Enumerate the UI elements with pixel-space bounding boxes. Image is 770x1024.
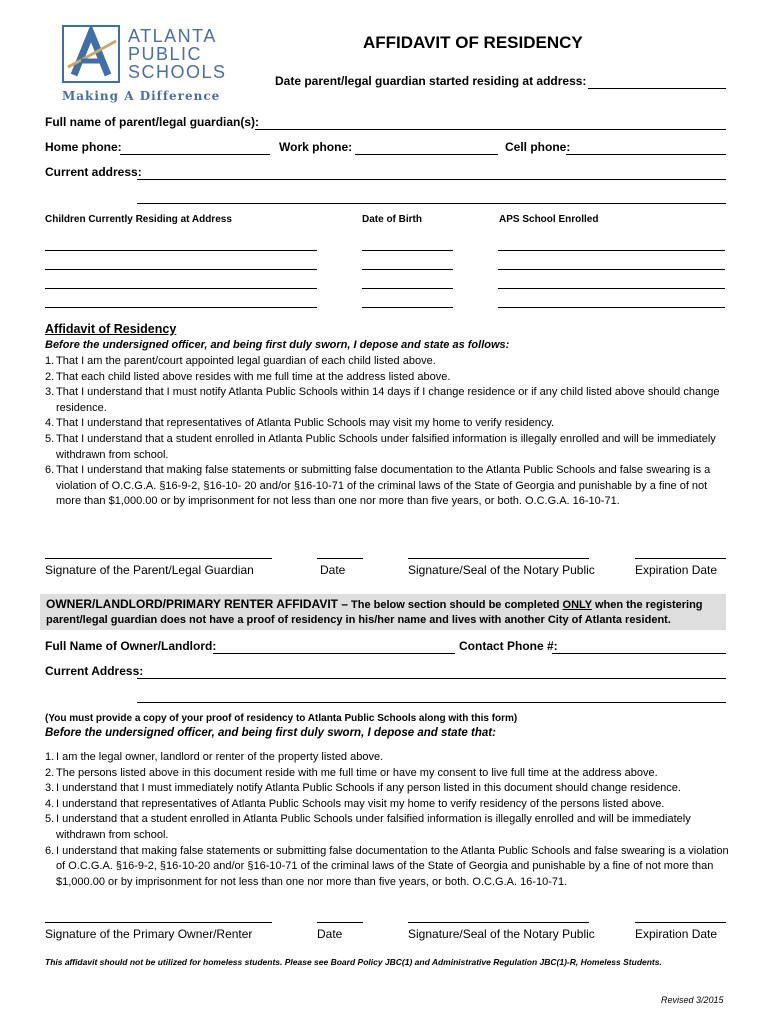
owner-section-banner	[40, 594, 726, 630]
owner-intro: Before the undersigned officer, and being first duly sworn, I depose and state that:	[45, 727, 496, 739]
expiration-date-label: Expiration Date	[635, 563, 718, 577]
full-name-label: Full name of parent/legal guardian(s):	[45, 115, 260, 129]
homeless-note: This affidavit should not be utilized for homeless students. Please see Board Policy JBC(1) and Administrative Regulation JBC(1)-R, Homeless Students.	[45, 957, 662, 967]
owner-item	[45, 781, 729, 797]
current-address-field-2[interactable]	[137, 203, 726, 204]
affidavit-item-number: 4.	[45, 417, 55, 430]
notary-signature-label-2: Signature/Seal of the Notary Public	[408, 927, 595, 941]
affidavit-intro: Before the undersigned officer, and being first duly sworn, I depose and state as follows:	[45, 339, 510, 351]
owner-item-number: 1.	[45, 751, 55, 763]
affidavit-item-text: That I understand that a student enrolled in Atlanta Public Schools under falsified information is illegally enrolled and will be immediately withdrawn from school.	[56, 432, 716, 461]
child-dob-field[interactable]	[362, 269, 453, 270]
affidavit-statements	[45, 354, 729, 510]
child-name-field[interactable]	[45, 307, 317, 308]
logo-word-public: PUBLIC	[128, 44, 203, 64]
owner-banner-only: ONLY	[562, 599, 592, 611]
affidavit-item-text: That I understand that making false statements or submitting false documentation to the Atlanta Public Schools and false swearing is a violation of O.C.G.A. §16-9-2, §16-10- 20 and/or §16-10-71 of the criminal laws of the State of Georgia and punishable by a fine of not more than $1,000.00 or by imprisonment for not less than one nor more than five years, or both. O.C.G.A. 16-10-71.	[56, 464, 711, 508]
work-phone-field[interactable]	[355, 154, 498, 155]
guardian-date-field[interactable]	[317, 558, 363, 559]
child-school-field[interactable]	[498, 288, 725, 289]
affidavit-item	[45, 416, 729, 432]
affidavit-item-text: That each child listed above resides with me full time at the address listed above.	[56, 370, 451, 383]
owner-item-text: The persons listed above in this document reside with me full time or have my consent to live full time at the address above.	[56, 766, 658, 779]
child-school-field[interactable]	[498, 250, 725, 251]
dob-column-header: Date of Birth	[362, 214, 422, 225]
notary-expiration-field[interactable]	[635, 558, 726, 559]
affidavit-item-text: That I understand that I must notify Atlanta Public Schools within 14 days if I change residence or if any child listed above should change residence.	[56, 386, 720, 414]
current-address-label: Current address:	[45, 165, 142, 179]
affidavit-item-text: That I understand that representatives of Atlanta Public Schools may visit my home to verify residency.	[56, 417, 555, 430]
affidavit-heading: Affidavit of Residency	[45, 322, 177, 336]
owner-banner-title: OWNER/LANDLORD/PRIMARY RENTER AFFIDAVIT –	[46, 597, 348, 611]
date-started-field[interactable]	[588, 88, 726, 89]
child-dob-field[interactable]	[362, 307, 453, 308]
owner-item-text: I understand that I must immediately notify Atlanta Public Schools if any person listed in this document should change residence.	[56, 782, 681, 795]
owner-signature-field[interactable]	[45, 922, 272, 923]
owner-signature-label: Signature of the Primary Owner/Renter	[45, 927, 253, 941]
revised-date: Revised 3/2015	[661, 995, 724, 1005]
affidavit-item-number: 2.	[45, 370, 55, 383]
owner-item	[45, 797, 729, 813]
affidavit-item	[45, 370, 729, 386]
page-title: AFFIDAVIT OF RESIDENCY	[363, 33, 583, 52]
logo-word-schools: SCHOOLS	[128, 62, 227, 82]
affidavit-item-number: 5.	[45, 432, 55, 445]
guardian-date-label: Date	[320, 563, 346, 577]
logo-emblem	[62, 25, 120, 83]
owner-item-text: I understand that representatives of Atlanta Public Schools may visit my home to verify residency of the persons listed above.	[56, 797, 665, 810]
owner-item-number: 5.	[45, 813, 55, 826]
owner-item	[45, 844, 729, 891]
owner-address-field-2[interactable]	[137, 702, 726, 703]
home-phone-field[interactable]	[120, 154, 270, 155]
owner-item-number: 6.	[45, 844, 55, 857]
owner-name-label: Full Name of Owner/Landlord:	[45, 639, 217, 653]
work-phone-label: Work phone:	[279, 140, 353, 154]
owner-item-number: 3.	[45, 782, 55, 795]
affidavit-item-text: That I am the parent/court appointed legal guardian of each child listed above.	[56, 355, 436, 367]
home-phone-label: Home phone:	[45, 140, 122, 154]
aps-logo	[62, 25, 227, 107]
guardian-signature-label: Signature of the Parent/Legal Guardian	[45, 563, 254, 577]
affidavit-item	[45, 432, 729, 463]
cell-phone-field[interactable]	[566, 154, 726, 155]
affidavit-item	[45, 385, 729, 416]
owner-item-text: I am the legal owner, landlord or renter of the property listed above.	[56, 751, 384, 763]
child-dob-field[interactable]	[362, 250, 453, 251]
owner-name-field[interactable]	[213, 653, 455, 654]
owner-banner-text-post: when the registering parent/legal guardian does not have a proof of residency in his/her name and lives with another City of Atlanta resident.	[46, 599, 703, 626]
child-school-field[interactable]	[498, 307, 725, 308]
child-name-field[interactable]	[45, 250, 317, 251]
notary-signature-field-2[interactable]	[408, 922, 589, 923]
full-name-field[interactable]	[255, 129, 726, 130]
affidavit-item-number: 6.	[45, 464, 55, 477]
child-name-field[interactable]	[45, 269, 317, 270]
child-school-field[interactable]	[498, 269, 725, 270]
school-column-header: APS School Enrolled	[499, 214, 599, 225]
owner-item	[45, 750, 729, 766]
owner-item-number: 2.	[45, 766, 55, 779]
owner-item	[45, 766, 729, 782]
owner-item-number: 4.	[45, 797, 55, 810]
owner-statements	[45, 750, 729, 890]
children-column-header: Children Currently Residing at Address	[45, 214, 232, 225]
affidavit-item-number: 1.	[45, 355, 55, 367]
affidavit-item	[45, 354, 729, 370]
notary-expiration-field-2[interactable]	[635, 922, 726, 923]
current-address-field[interactable]	[137, 179, 726, 180]
contact-phone-field[interactable]	[552, 653, 726, 654]
child-name-field[interactable]	[45, 288, 317, 289]
contact-phone-label: Contact Phone #:	[459, 639, 558, 653]
owner-address-label: Current Address:	[45, 664, 144, 678]
logo-word-atlanta: ATLANTA	[128, 26, 217, 46]
affidavit-item	[45, 463, 729, 510]
owner-item-text: I understand that making false statements or submitting false documentation to the Atlanta Public Schools and false swearing is a violation of O.C.G.A. §16-9-2, §16-10-20 and/or §16-10-71 of the criminal laws of the State of Georgia and punishable by a fine of not more than $1,000.00 or by imprisonment for not less than one nor more than five years, or both. O.C.G.A. 16-10-71.	[56, 844, 729, 888]
expiration-date-label-2: Expiration Date	[635, 927, 718, 941]
logo-tagline: Making A Difference	[62, 89, 221, 103]
guardian-signature-field[interactable]	[45, 558, 272, 559]
owner-item	[45, 812, 729, 843]
owner-address-field[interactable]	[137, 678, 726, 679]
cell-phone-label: Cell phone:	[505, 140, 571, 154]
notary-signature-label: Signature/Seal of the Notary Public	[408, 563, 595, 577]
notary-signature-field[interactable]	[408, 558, 589, 559]
date-started-label: Date parent/legal guardian started residing at address:	[275, 74, 587, 88]
owner-item-text: I understand that a student enrolled in Atlanta Public Schools under falsified information is illegally enrolled and will be immediately withdrawn from school.	[56, 813, 691, 841]
owner-banner-text-pre: The below section should be completed	[348, 599, 563, 611]
affidavit-item-number: 3.	[45, 386, 55, 399]
child-dob-field[interactable]	[362, 288, 453, 289]
owner-date-field[interactable]	[317, 922, 363, 923]
owner-date-label: Date	[317, 927, 343, 941]
proof-note: (You must provide a copy of your proof of residency to Atlanta Public Schools along with this form)	[45, 713, 518, 724]
logo-a-icon	[64, 27, 118, 81]
